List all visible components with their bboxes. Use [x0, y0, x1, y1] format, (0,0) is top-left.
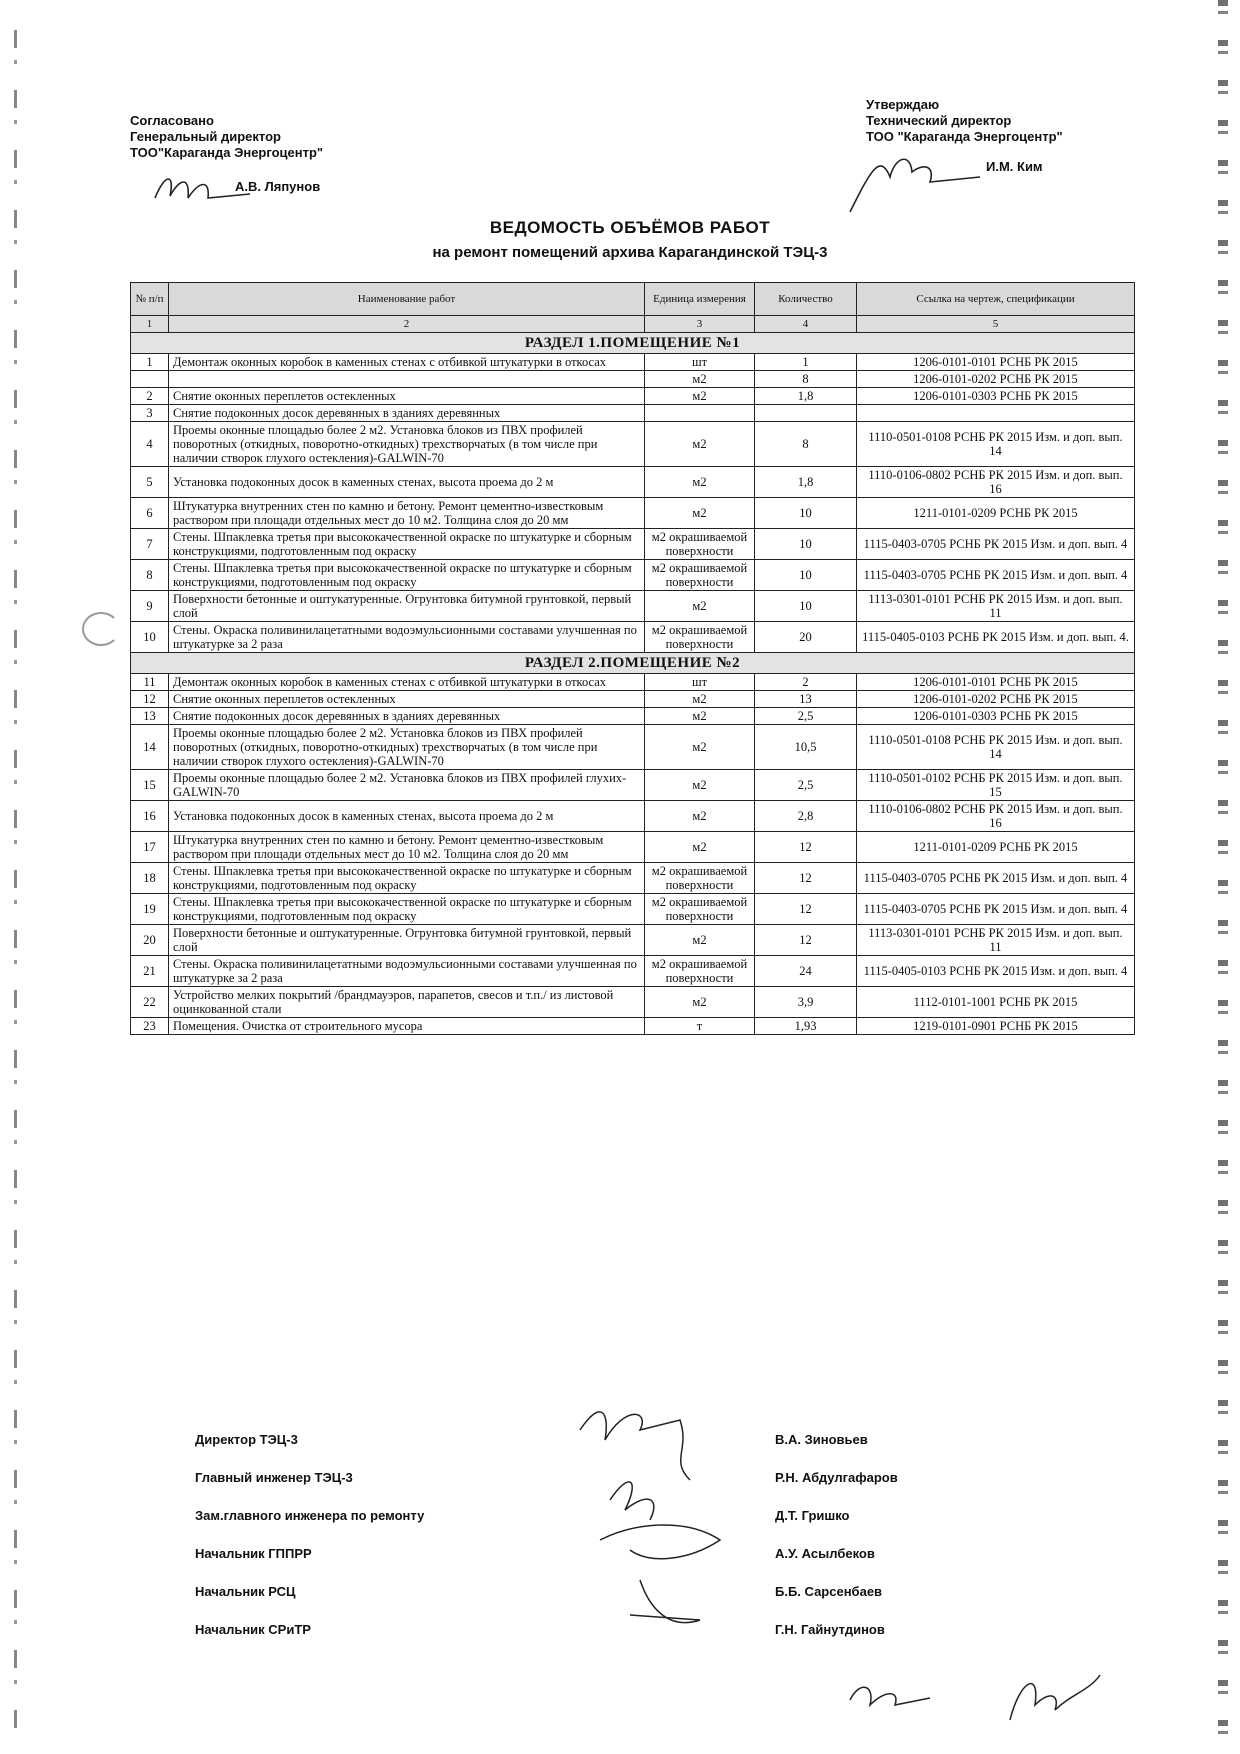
row-number: 16: [131, 801, 169, 832]
reference-code: 1110-0501-0102 РСНБ РК 2015 Изм. и доп. вып. 15: [857, 770, 1135, 801]
row-number: 2: [131, 388, 169, 405]
quantity: 1: [755, 354, 857, 371]
row-number: 15: [131, 770, 169, 801]
row-number: 20: [131, 925, 169, 956]
table-header-row: [131, 283, 1135, 316]
quantity: 24: [755, 956, 857, 987]
row-number: 5: [131, 467, 169, 498]
quantity: 3,9: [755, 987, 857, 1018]
scan-edge-left: [14, 30, 17, 1730]
quantity: 10: [755, 591, 857, 622]
unit-of-measure: м2 окрашиваемой поверхности: [645, 894, 755, 925]
unit-of-measure: м2: [645, 832, 755, 863]
reference-code: [857, 405, 1135, 422]
reference-code: 1211-0101-0209 РСНБ РК 2015: [857, 498, 1135, 529]
row-number: 4: [131, 422, 169, 467]
row-number: 14: [131, 725, 169, 770]
reference-code: 1110-0106-0802 РСНБ РК 2015 Изм. и доп. вып. 16: [857, 801, 1135, 832]
table-row: [131, 622, 1135, 653]
reference-code: 1206-0101-0303 РСНБ РК 2015: [857, 388, 1135, 405]
table-row: [131, 925, 1135, 956]
approval-right-line1: Утверждаю: [866, 97, 940, 112]
reference-code: 1206-0101-0101 РСНБ РК 2015: [857, 354, 1135, 371]
unit-of-measure: м2: [645, 770, 755, 801]
reference-code: 1219-0101-0901 РСНБ РК 2015: [857, 1018, 1135, 1035]
approval-left-line3: ТОО"Караганда Энергоцентр": [130, 145, 324, 160]
table-row: [131, 832, 1135, 863]
reference-code: 1115-0405-0103 РСНБ РК 2015 Изм. и доп. вып. 4: [857, 956, 1135, 987]
unit-of-measure: м2 окрашиваемой поверхности: [645, 560, 755, 591]
table-row: [131, 708, 1135, 725]
signatory-position: Главный инженер ТЭЦ-3: [195, 1470, 353, 1485]
work-name: Поверхности бетонные и оштукатуренные. Огрунтовка битумной грунтовкой, первый слой: [169, 591, 645, 622]
table-row: [131, 498, 1135, 529]
row-number: 21: [131, 956, 169, 987]
table-row: [131, 371, 1135, 388]
table-row: [131, 405, 1135, 422]
signatory-position: Директор ТЭЦ-3: [195, 1432, 298, 1447]
row-number: 7: [131, 529, 169, 560]
reference-code: 1115-0403-0705 РСНБ РК 2015 Изм. и доп. вып. 4: [857, 894, 1135, 925]
unit-of-measure: м2: [645, 691, 755, 708]
unit-of-measure: м2 окрашиваемой поверхности: [645, 863, 755, 894]
table-row: [131, 863, 1135, 894]
quantity: 13: [755, 691, 857, 708]
stamp-mark: [82, 612, 120, 646]
work-name: Штукатурка внутренних стен по камню и бетону. Ремонт цементно-известковым раствором при площади отдельных мест до 10 м2. Толщина слоя до 20 мм: [169, 498, 645, 529]
work-name: Штукатурка внутренних стен по камню и бетону. Ремонт цементно-известковым раствором при площади отдельных мест до 10 м2. Толщина слоя до 20 мм: [169, 832, 645, 863]
table-row: [131, 770, 1135, 801]
quantity: 12: [755, 925, 857, 956]
approval-left-name: А.В. Ляпунов: [235, 179, 321, 194]
section-header-row: [131, 653, 1135, 674]
row-number: [131, 371, 169, 388]
approval-right-name: И.М. Ким: [986, 159, 1043, 174]
unit-of-measure: м2: [645, 467, 755, 498]
table-row: [131, 1018, 1135, 1035]
signatory-row: [195, 1584, 975, 1622]
unit-of-measure: м2 окрашиваемой поверхности: [645, 529, 755, 560]
work-name: [169, 371, 645, 388]
unit-of-measure: шт: [645, 354, 755, 371]
work-name: Демонтаж оконных коробок в каменных стенах с отбивкой штукатурки в откосах: [169, 354, 645, 371]
signatory-name: Р.Н. Абдулгафаров: [775, 1470, 898, 1485]
signatory-position: Зам.главного инженера по ремонту: [195, 1508, 425, 1523]
column-number: 2: [169, 316, 645, 333]
row-number: 9: [131, 591, 169, 622]
row-number: 22: [131, 987, 169, 1018]
unit-of-measure: м2: [645, 498, 755, 529]
work-name: Поверхности бетонные и оштукатуренные. Огрунтовка битумной грунтовкой, первый слой: [169, 925, 645, 956]
signatory-row: [195, 1508, 975, 1546]
reference-code: 1115-0403-0705 РСНБ РК 2015 Изм. и доп. вып. 4: [857, 560, 1135, 591]
approval-right-line3: ТОО "Караганда Энергоцентр": [866, 129, 1063, 144]
work-name: Снятие оконных переплетов остекленных: [169, 388, 645, 405]
work-name: Стены. Окраска поливинилацетатными водоэмульсионными составами улучшенная по штукатурке за 2 раза: [169, 622, 645, 653]
reference-code: 1206-0101-0303 РСНБ РК 2015: [857, 708, 1135, 725]
unit-of-measure: м2: [645, 422, 755, 467]
title-block: [380, 218, 880, 261]
signatory-name: А.У. Асылбеков: [775, 1546, 875, 1561]
row-number: 6: [131, 498, 169, 529]
table-row: [131, 591, 1135, 622]
approval-left-line1: Согласовано: [130, 113, 214, 128]
reference-code: 1206-0101-0101 РСНБ РК 2015: [857, 674, 1135, 691]
reference-code: 1113-0301-0101 РСНБ РК 2015 Изм. и доп. вып. 11: [857, 925, 1135, 956]
signatory-name: Б.Б. Сарсенбаев: [775, 1584, 883, 1599]
work-name: Снятие подоконных досок деревянных в зданиях деревянных: [169, 405, 645, 422]
unit-of-measure: м2: [645, 987, 755, 1018]
quantity: 12: [755, 863, 857, 894]
row-number: 13: [131, 708, 169, 725]
quantity: [755, 405, 857, 422]
row-number: 17: [131, 832, 169, 863]
table-row: [131, 956, 1135, 987]
work-name: Помещения. Очистка от строительного мусора: [169, 1018, 645, 1035]
work-name: Стены. Шпаклевка третья при высококачественной окраске по штукатурке и сборным конструкциями, подготовленным под окраску: [169, 529, 645, 560]
unit-of-measure: т: [645, 1018, 755, 1035]
table-row: [131, 354, 1135, 371]
section-title: РАЗДЕЛ 2.ПОМЕЩЕНИЕ №2: [131, 653, 1135, 674]
work-name: Стены. Шпаклевка третья при высококачественной окраске по штукатурке и сборным конструкциями, подготовленным под окраску: [169, 560, 645, 591]
unit-of-measure: м2: [645, 725, 755, 770]
work-name: Проемы оконные площадью более 2 м2. Установка блоков из ПВХ профилей глухих-GALWIN-70: [169, 770, 645, 801]
unit-of-measure: м2 окрашиваемой поверхности: [645, 956, 755, 987]
section-header-row: [131, 333, 1135, 354]
unit-of-measure: шт: [645, 674, 755, 691]
signatory-name: Д.Т. Гришко: [775, 1508, 850, 1523]
row-number: 11: [131, 674, 169, 691]
unit-of-measure: м2: [645, 371, 755, 388]
work-name: Стены. Окраска поливинилацетатными водоэмульсионными составами улучшенная по штукатурке за 2 раза: [169, 956, 645, 987]
signatures-bottom: [840, 1660, 1170, 1730]
quantity: 2,5: [755, 708, 857, 725]
signatories-list: [195, 1432, 975, 1660]
reference-code: 1110-0501-0108 РСНБ РК 2015 Изм. и доп. вып. 14: [857, 725, 1135, 770]
quantity: 1,93: [755, 1018, 857, 1035]
row-number: 8: [131, 560, 169, 591]
row-number: 1: [131, 354, 169, 371]
table-row: [131, 725, 1135, 770]
reference-code: 1211-0101-0209 РСНБ РК 2015: [857, 832, 1135, 863]
work-name: Снятие подоконных досок деревянных в зданиях деревянных: [169, 708, 645, 725]
table-row: [131, 674, 1135, 691]
column-number: 3: [645, 316, 755, 333]
quantity: 20: [755, 622, 857, 653]
quantity: 2,8: [755, 801, 857, 832]
quantity: 10: [755, 560, 857, 591]
work-name: Снятие оконных переплетов остекленных: [169, 691, 645, 708]
table-row: [131, 560, 1135, 591]
quantity: 10: [755, 529, 857, 560]
header-num: № п/п: [131, 283, 169, 316]
quantity: 2,5: [755, 770, 857, 801]
row-number: 10: [131, 622, 169, 653]
document-title: ВЕДОМОСТЬ ОБЪЁМОВ РАБОТ: [489, 218, 771, 237]
table-row: [131, 388, 1135, 405]
signatory-row: [195, 1546, 975, 1584]
scan-edge-right: [1218, 0, 1228, 1754]
column-number: 1: [131, 316, 169, 333]
unit-of-measure: м2: [645, 708, 755, 725]
document-subtitle: на ремонт помещений архива Карагандинской ТЭЦ-3: [432, 244, 828, 261]
header-unit: Единица измерения: [645, 283, 755, 316]
unit-of-measure: м2 окрашиваемой поверхности: [645, 622, 755, 653]
work-name: Стены. Шпаклевка третья при высококачественной окраске по штукатурке и сборным конструкциями, подготовленным под окраску: [169, 863, 645, 894]
signatory-position: Начальник РСЦ: [195, 1584, 296, 1599]
works-table: [130, 282, 1135, 1035]
header-ref: Ссылка на чертеж, спецификации: [857, 283, 1135, 316]
work-name: Демонтаж оконных коробок в каменных стенах с отбивкой штукатурки в откосах: [169, 674, 645, 691]
table-row: [131, 691, 1135, 708]
table-row: [131, 801, 1135, 832]
section-title: РАЗДЕЛ 1.ПОМЕЩЕНИЕ №1: [131, 333, 1135, 354]
work-name: Установка подоконных досок в каменных стенах, высота проема до 2 м: [169, 801, 645, 832]
row-number: 19: [131, 894, 169, 925]
signatory-row: [195, 1470, 975, 1508]
signatory-row: [195, 1622, 975, 1660]
signature-right: [840, 142, 990, 217]
column-number: 4: [755, 316, 857, 333]
reference-code: 1110-0106-0802 РСНБ РК 2015 Изм. и доп. вып. 16: [857, 467, 1135, 498]
signatory-row: [195, 1432, 975, 1470]
work-name: Стены. Шпаклевка третья при высококачественной окраске по штукатурке и сборным конструкциями, подготовленным под окраску: [169, 894, 645, 925]
quantity: 12: [755, 832, 857, 863]
reference-code: 1206-0101-0202 РСНБ РК 2015: [857, 371, 1135, 388]
signatory-name: Г.Н. Гайнутдинов: [775, 1622, 885, 1637]
quantity: 1,8: [755, 388, 857, 405]
quantity: 10,5: [755, 725, 857, 770]
quantity: 1,8: [755, 467, 857, 498]
reference-code: 1115-0403-0705 РСНБ РК 2015 Изм. и доп. вып. 4: [857, 863, 1135, 894]
reference-code: 1206-0101-0202 РСНБ РК 2015: [857, 691, 1135, 708]
reference-code: 1115-0403-0705 РСНБ РК 2015 Изм. и доп. вып. 4: [857, 529, 1135, 560]
header-qty: Количество: [755, 283, 857, 316]
table-body: [131, 333, 1135, 1035]
approval-right-line2: Технический директор: [866, 113, 1012, 128]
unit-of-measure: м2: [645, 591, 755, 622]
reference-code: 1112-0101-1001 РСНБ РК 2015: [857, 987, 1135, 1018]
quantity: 8: [755, 422, 857, 467]
row-number: 12: [131, 691, 169, 708]
signature-left: [150, 168, 260, 208]
table-row: [131, 467, 1135, 498]
table-row: [131, 529, 1135, 560]
row-number: 23: [131, 1018, 169, 1035]
table-row: [131, 422, 1135, 467]
column-number: 5: [857, 316, 1135, 333]
work-name: Проемы оконные площадью более 2 м2. Установка блоков из ПВХ профилей поворотных (откидных, поворотно-откидных) трехстворчатых (в том числе при наличии створок глухого остекления)-GALWIN-70: [169, 422, 645, 467]
unit-of-measure: м2: [645, 388, 755, 405]
quantity: 10: [755, 498, 857, 529]
table-row: [131, 894, 1135, 925]
work-name: Проемы оконные площадью более 2 м2. Установка блоков из ПВХ профилей поворотных (откидных, поворотно-откидных) трехстворчатых (в том числе при наличии створок глухого остекления)-GALWIN-70: [169, 725, 645, 770]
row-number: 3: [131, 405, 169, 422]
reference-code: 1113-0301-0101 РСНБ РК 2015 Изм. и доп. вып. 11: [857, 591, 1135, 622]
signatory-position: Начальник СРиТР: [195, 1622, 311, 1637]
reference-code: 1115-0405-0103 РСНБ РК 2015 Изм. и доп. вып. 4.: [857, 622, 1135, 653]
row-number: 18: [131, 863, 169, 894]
signatory-position: Начальник ГППРР: [195, 1546, 312, 1561]
quantity: 2: [755, 674, 857, 691]
quantity: 12: [755, 894, 857, 925]
signatory-name: В.А. Зиновьев: [775, 1432, 868, 1447]
unit-of-measure: [645, 405, 755, 422]
header-name: Наименование работ: [169, 283, 645, 316]
quantity: 8: [755, 371, 857, 388]
reference-code: 1110-0501-0108 РСНБ РК 2015 Изм. и доп. вып. 14: [857, 422, 1135, 467]
approval-left-line2: Генеральный директор: [130, 129, 281, 144]
unit-of-measure: м2: [645, 925, 755, 956]
column-numbers-row: [131, 316, 1135, 333]
table-row: [131, 987, 1135, 1018]
unit-of-measure: м2: [645, 801, 755, 832]
work-name: Устройство мелких покрытий /брандмауэров, парапетов, свесов и т.п./ из листовой оцинкованной стали: [169, 987, 645, 1018]
work-name: Установка подоконных досок в каменных стенах, высота проема до 2 м: [169, 467, 645, 498]
